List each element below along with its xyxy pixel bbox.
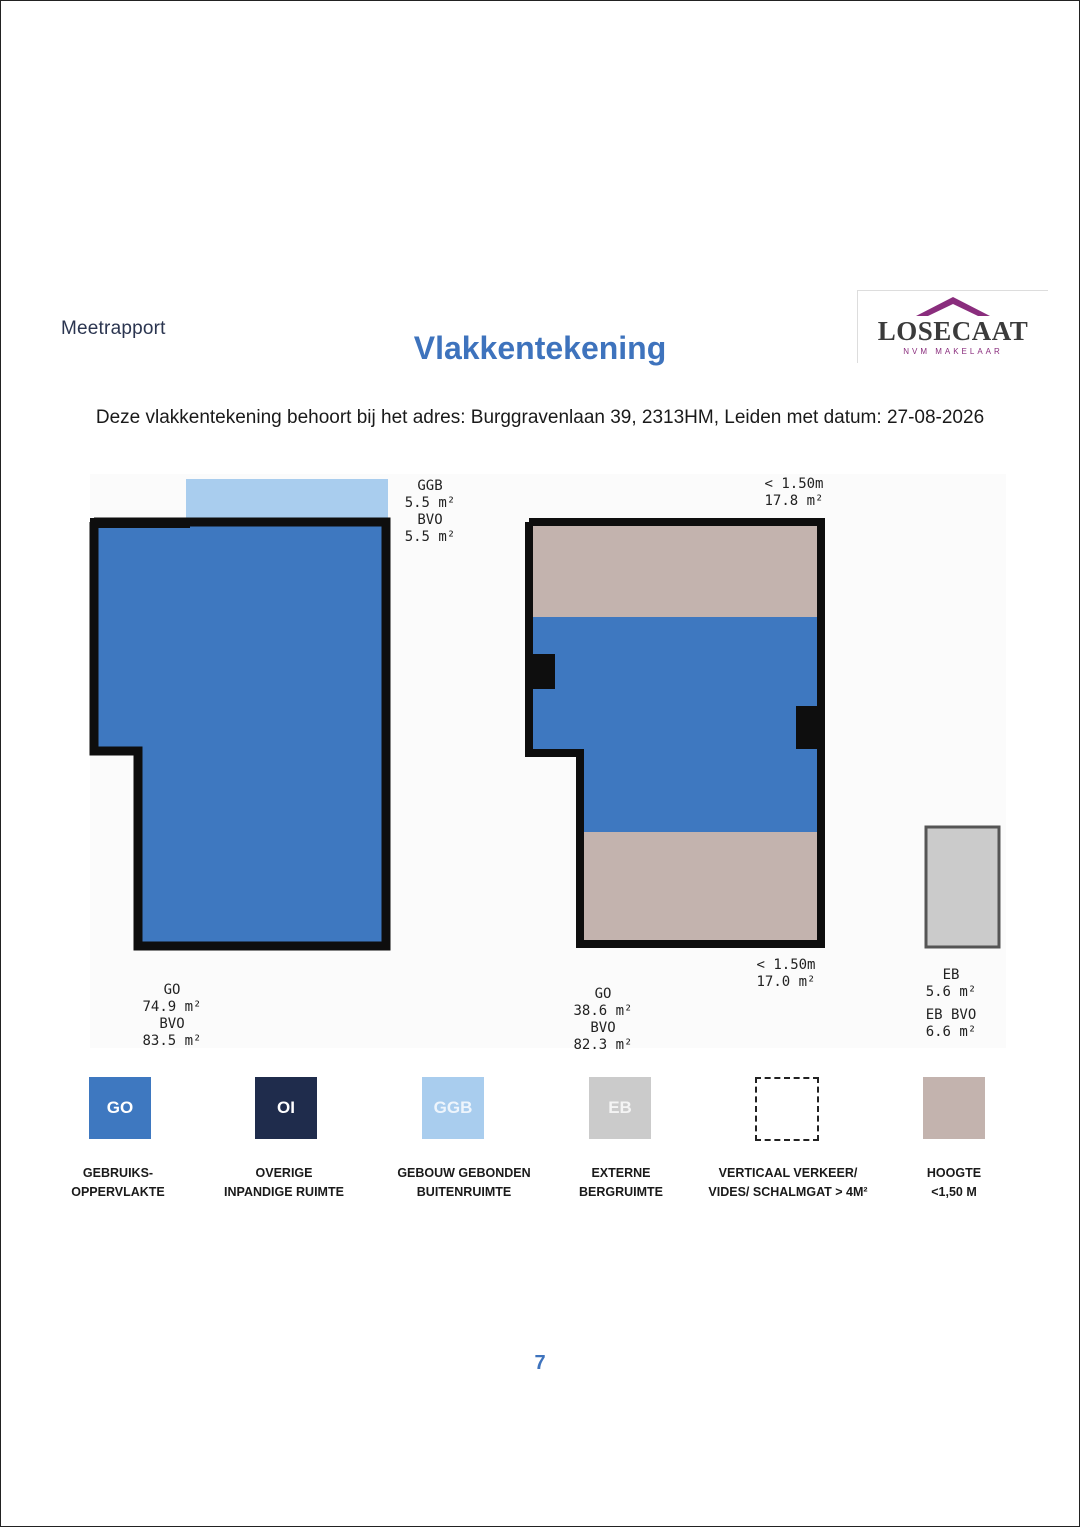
page-title: Vlakkentekening — [413, 330, 667, 366]
report-label: Meetrapport — [61, 318, 166, 339]
legend-label-go: GEBRUIKS- OPPERVLAKTE — [71, 1166, 165, 1199]
ggb-area-label: GGB 5.5 m² BVO 5.5 m² — [404, 478, 456, 545]
low-height-label-top: < 1.50m 17.8 m² — [764, 476, 824, 509]
go-area-label-left: GO 74.9 m² BVO 83.5 m² — [142, 982, 202, 1049]
low-height-area-top — [529, 524, 821, 617]
address-line: Deze vlakkentekening behoort bij het adres: Burggravenlaan 39, 2313HM, Leiden met datum: 27-08-2026 — [95, 407, 985, 428]
legend-label-height: HOOGTE <1,50 M — [926, 1166, 982, 1199]
page-number: 7 — [534, 1352, 546, 1374]
legend-swatch-go: GO — [89, 1077, 151, 1139]
legend-label-oi: OVERIGE INPANDIGE RUIMTE — [224, 1166, 344, 1199]
wall-niche-left — [529, 654, 555, 689]
legend-swatch-oi: OI — [255, 1077, 317, 1139]
legend-swatch-vertical-traffic — [755, 1077, 819, 1141]
go-area-label-right: GO 38.6 m² BVO 82.3 m² — [573, 986, 633, 1053]
legend-swatch-eb: EB — [589, 1077, 651, 1139]
low-height-label-bottom: < 1.50m 17.0 m² — [756, 957, 816, 990]
storage-label: EB 5.6 m² EB BVO 6.6 m² — [925, 967, 977, 1040]
logo-name: LOSECAAT — [877, 316, 1029, 346]
external-storage — [926, 827, 999, 947]
legend-label-ggb: GEBOUW GEBONDEN BUITENRUIMTE — [397, 1166, 531, 1199]
wall-niche-right — [796, 706, 821, 749]
low-height-area-bottom — [580, 832, 821, 944]
wall-segment — [90, 518, 190, 528]
logo-tagline: NVM MAKELAAR — [903, 347, 1003, 356]
legend-label-vertical-traffic: VERTICAAL VERKEER/ VIDES/ SCHALMGAT > 4M² — [708, 1166, 868, 1199]
ggb-area — [186, 479, 388, 521]
legend-swatch-ggb: GGB — [422, 1077, 484, 1139]
legend-swatch-height — [923, 1077, 985, 1139]
legend-label-eb: EXTERNE BERGRUIMTE — [578, 1166, 664, 1199]
